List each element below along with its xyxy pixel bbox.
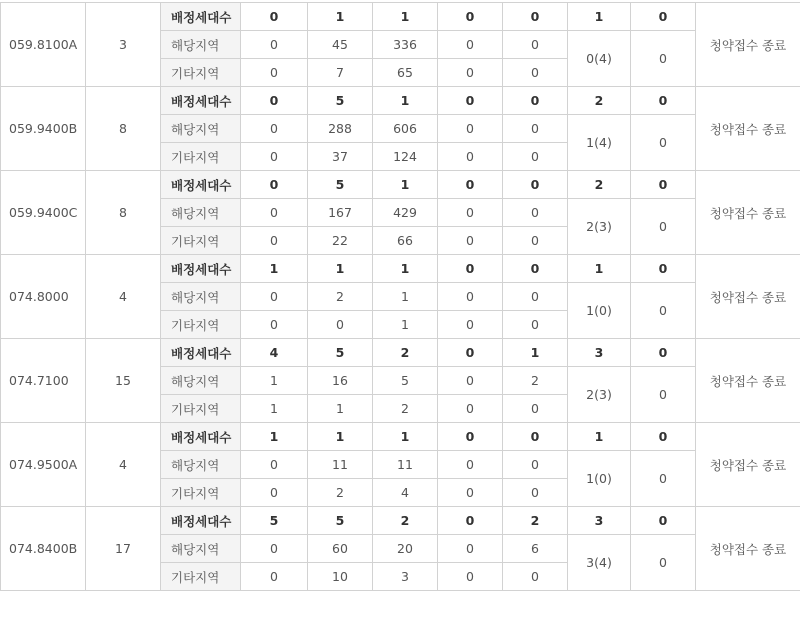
model-cell: 059.8100A <box>1 3 86 87</box>
other-value-cell: 37 <box>308 143 373 171</box>
other-value-cell: 0 <box>503 227 568 255</box>
supply-count-cell: 8 <box>86 171 161 255</box>
other-value-cell: 0 <box>503 395 568 423</box>
row-label: 기타지역 <box>161 143 241 171</box>
local-value-cell: 167 <box>308 199 373 227</box>
alloc-value-cell: 0 <box>631 423 696 451</box>
status-cell: 청약접수 종료 <box>696 339 800 423</box>
alloc-value-cell: 0 <box>631 171 696 199</box>
alloc-value-cell: 0 <box>631 339 696 367</box>
alloc-value-cell: 2 <box>568 87 631 115</box>
supply-count-cell: 3 <box>86 3 161 87</box>
model-cell: 074.8400B <box>1 507 86 591</box>
alloc-value-cell: 2 <box>373 339 438 367</box>
supply-count-cell: 4 <box>86 423 161 507</box>
supply-count-cell: 8 <box>86 87 161 171</box>
supply-count-cell: 15 <box>86 339 161 423</box>
status-cell: 청약접수 종료 <box>696 255 800 339</box>
row-label: 배정세대수 <box>161 255 241 283</box>
alloc-value-cell: 0 <box>241 171 308 199</box>
other-value-cell: 0 <box>438 563 503 591</box>
local-value-cell: 0 <box>438 115 503 143</box>
table-row <box>1 255 800 283</box>
other-value-cell: 2 <box>373 395 438 423</box>
table-row <box>1 507 800 535</box>
other-value-cell: 0 <box>241 143 308 171</box>
local-value-cell: 606 <box>373 115 438 143</box>
other-value-cell: 0 <box>241 59 308 87</box>
table-body <box>1 3 800 591</box>
status-cell: 청약접수 종료 <box>696 171 800 255</box>
other-value-cell: 66 <box>373 227 438 255</box>
other-value-cell: 22 <box>308 227 373 255</box>
alloc-value-cell: 3 <box>568 339 631 367</box>
local-value-cell: 0 <box>438 31 503 59</box>
alloc-value-cell: 2 <box>568 171 631 199</box>
merged-rank-cell: 1(0) <box>568 451 631 507</box>
other-value-cell: 4 <box>373 479 438 507</box>
other-value-cell: 0 <box>308 311 373 339</box>
alloc-value-cell: 0 <box>631 507 696 535</box>
alloc-value-cell: 1 <box>308 255 373 283</box>
status-cell: 청약접수 종료 <box>696 3 800 87</box>
other-value-cell: 0 <box>438 59 503 87</box>
other-value-cell: 2 <box>308 479 373 507</box>
supply-count-cell: 4 <box>86 255 161 339</box>
alloc-value-cell: 0 <box>503 171 568 199</box>
local-value-cell: 0 <box>503 283 568 311</box>
other-value-cell: 0 <box>503 59 568 87</box>
local-value-cell: 0 <box>241 199 308 227</box>
row-label: 배정세대수 <box>161 339 241 367</box>
alloc-value-cell: 5 <box>308 507 373 535</box>
merged-last-cell: 0 <box>631 115 696 171</box>
row-label: 배정세대수 <box>161 171 241 199</box>
alloc-value-cell: 1 <box>568 255 631 283</box>
local-value-cell: 0 <box>438 535 503 563</box>
alloc-value-cell: 0 <box>503 87 568 115</box>
alloc-value-cell: 0 <box>438 87 503 115</box>
status-cell: 청약접수 종료 <box>696 423 800 507</box>
alloc-value-cell: 0 <box>631 87 696 115</box>
local-value-cell: 1 <box>241 367 308 395</box>
other-value-cell: 0 <box>503 479 568 507</box>
merged-rank-cell: 0(4) <box>568 31 631 87</box>
local-value-cell: 288 <box>308 115 373 143</box>
other-value-cell: 124 <box>373 143 438 171</box>
other-value-cell: 1 <box>308 395 373 423</box>
local-value-cell: 0 <box>241 31 308 59</box>
local-value-cell: 0 <box>241 451 308 479</box>
model-cell: 074.9500A <box>1 423 86 507</box>
alloc-value-cell: 0 <box>438 3 503 31</box>
alloc-value-cell: 1 <box>241 255 308 283</box>
local-value-cell: 11 <box>373 451 438 479</box>
table-row <box>1 423 800 451</box>
row-label: 해당지역 <box>161 451 241 479</box>
other-value-cell: 0 <box>438 227 503 255</box>
model-cell: 074.8000 <box>1 255 86 339</box>
row-label: 해당지역 <box>161 367 241 395</box>
local-value-cell: 1 <box>373 283 438 311</box>
local-value-cell: 0 <box>503 31 568 59</box>
alloc-value-cell: 1 <box>373 171 438 199</box>
alloc-value-cell: 5 <box>241 507 308 535</box>
model-cell: 059.9400B <box>1 87 86 171</box>
alloc-value-cell: 5 <box>308 339 373 367</box>
alloc-value-cell: 0 <box>438 171 503 199</box>
alloc-value-cell: 0 <box>631 255 696 283</box>
local-value-cell: 0 <box>438 451 503 479</box>
local-value-cell: 0 <box>241 115 308 143</box>
local-value-cell: 20 <box>373 535 438 563</box>
other-value-cell: 0 <box>438 311 503 339</box>
subscription-results-table <box>0 2 800 591</box>
other-value-cell: 1 <box>373 311 438 339</box>
row-label: 배정세대수 <box>161 507 241 535</box>
merged-last-cell: 0 <box>631 199 696 255</box>
merged-last-cell: 0 <box>631 283 696 339</box>
local-value-cell: 0 <box>438 283 503 311</box>
merged-rank-cell: 2(3) <box>568 367 631 423</box>
alloc-value-cell: 1 <box>503 339 568 367</box>
other-value-cell: 1 <box>241 395 308 423</box>
alloc-value-cell: 0 <box>631 3 696 31</box>
other-value-cell: 0 <box>241 227 308 255</box>
row-label: 기타지역 <box>161 59 241 87</box>
alloc-value-cell: 5 <box>308 87 373 115</box>
alloc-value-cell: 0 <box>438 339 503 367</box>
local-value-cell: 0 <box>438 367 503 395</box>
row-label: 기타지역 <box>161 479 241 507</box>
row-label: 배정세대수 <box>161 423 241 451</box>
alloc-value-cell: 1 <box>568 423 631 451</box>
other-value-cell: 0 <box>241 479 308 507</box>
local-value-cell: 0 <box>241 535 308 563</box>
local-value-cell: 45 <box>308 31 373 59</box>
merged-last-cell: 0 <box>631 31 696 87</box>
other-value-cell: 0 <box>438 479 503 507</box>
alloc-value-cell: 4 <box>241 339 308 367</box>
alloc-value-cell: 2 <box>503 507 568 535</box>
alloc-value-cell: 1 <box>373 3 438 31</box>
alloc-value-cell: 1 <box>373 423 438 451</box>
local-value-cell: 0 <box>503 199 568 227</box>
other-value-cell: 0 <box>503 311 568 339</box>
other-value-cell: 0 <box>241 311 308 339</box>
other-value-cell: 7 <box>308 59 373 87</box>
local-value-cell: 16 <box>308 367 373 395</box>
local-value-cell: 0 <box>438 199 503 227</box>
row-label: 해당지역 <box>161 115 241 143</box>
row-label: 해당지역 <box>161 31 241 59</box>
other-value-cell: 65 <box>373 59 438 87</box>
alloc-value-cell: 1 <box>373 255 438 283</box>
other-value-cell: 0 <box>503 143 568 171</box>
local-value-cell: 2 <box>308 283 373 311</box>
alloc-value-cell: 0 <box>503 423 568 451</box>
row-label: 기타지역 <box>161 227 241 255</box>
row-label: 해당지역 <box>161 535 241 563</box>
row-label: 해당지역 <box>161 283 241 311</box>
alloc-value-cell: 0 <box>438 423 503 451</box>
row-label: 기타지역 <box>161 563 241 591</box>
model-cell: 059.9400C <box>1 171 86 255</box>
row-label: 배정세대수 <box>161 3 241 31</box>
merged-last-cell: 0 <box>631 535 696 591</box>
local-value-cell: 0 <box>241 283 308 311</box>
local-value-cell: 60 <box>308 535 373 563</box>
alloc-value-cell: 0 <box>241 87 308 115</box>
status-cell: 청약접수 종료 <box>696 507 800 591</box>
status-cell: 청약접수 종료 <box>696 87 800 171</box>
local-value-cell: 0 <box>503 115 568 143</box>
alloc-value-cell: 2 <box>373 507 438 535</box>
local-value-cell: 429 <box>373 199 438 227</box>
other-value-cell: 0 <box>241 563 308 591</box>
row-label: 해당지역 <box>161 199 241 227</box>
alloc-value-cell: 1 <box>308 3 373 31</box>
merged-last-cell: 0 <box>631 451 696 507</box>
table-row <box>1 87 800 115</box>
table-row <box>1 3 800 31</box>
row-label: 기타지역 <box>161 395 241 423</box>
row-label: 기타지역 <box>161 311 241 339</box>
alloc-value-cell: 1 <box>373 87 438 115</box>
local-value-cell: 0 <box>503 451 568 479</box>
alloc-value-cell: 1 <box>241 423 308 451</box>
local-value-cell: 5 <box>373 367 438 395</box>
local-value-cell: 2 <box>503 367 568 395</box>
alloc-value-cell: 0 <box>438 255 503 283</box>
local-value-cell: 11 <box>308 451 373 479</box>
table-row <box>1 339 800 367</box>
merged-rank-cell: 1(4) <box>568 115 631 171</box>
supply-count-cell: 17 <box>86 507 161 591</box>
model-cell: 074.7100 <box>1 339 86 423</box>
row-label: 배정세대수 <box>161 87 241 115</box>
local-value-cell: 336 <box>373 31 438 59</box>
alloc-value-cell: 0 <box>503 3 568 31</box>
merged-rank-cell: 2(3) <box>568 199 631 255</box>
alloc-value-cell: 0 <box>241 3 308 31</box>
alloc-value-cell: 1 <box>308 423 373 451</box>
alloc-value-cell: 0 <box>438 507 503 535</box>
merged-rank-cell: 3(4) <box>568 535 631 591</box>
other-value-cell: 0 <box>503 563 568 591</box>
other-value-cell: 10 <box>308 563 373 591</box>
merged-last-cell: 0 <box>631 367 696 423</box>
other-value-cell: 0 <box>438 143 503 171</box>
table-row <box>1 171 800 199</box>
alloc-value-cell: 0 <box>503 255 568 283</box>
alloc-value-cell: 5 <box>308 171 373 199</box>
alloc-value-cell: 1 <box>568 3 631 31</box>
alloc-value-cell: 3 <box>568 507 631 535</box>
other-value-cell: 3 <box>373 563 438 591</box>
merged-rank-cell: 1(0) <box>568 283 631 339</box>
other-value-cell: 0 <box>438 395 503 423</box>
local-value-cell: 6 <box>503 535 568 563</box>
